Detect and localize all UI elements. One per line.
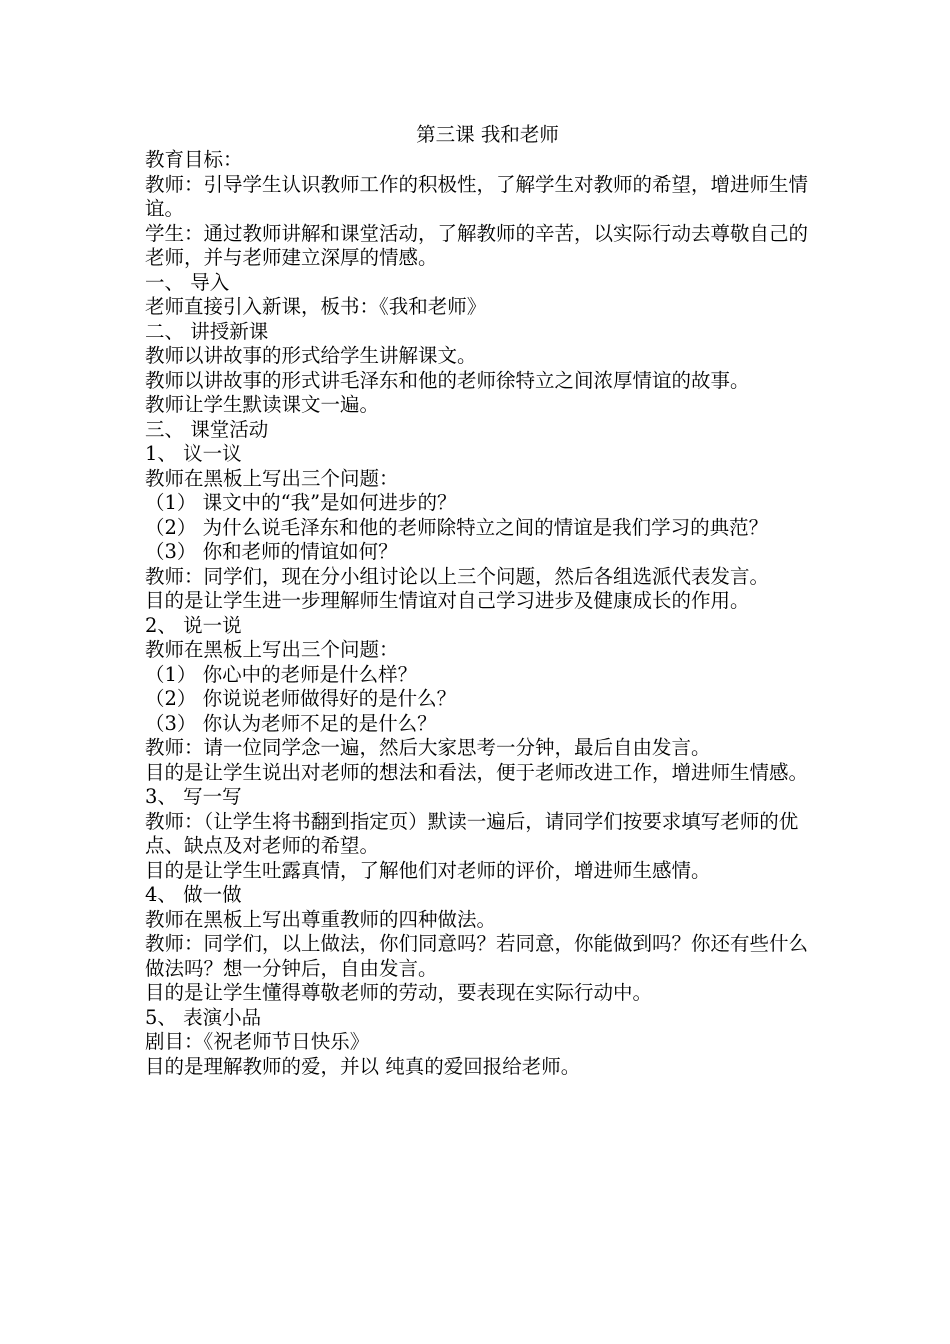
student-goal: 学生：通过教师讲解和课堂活动，了解教师的辛苦，以实际行动去尊敬自己的老师，并与老师建立深厚的情感。 <box>145 221 809 269</box>
activity-2-purpose: 目的是让学生说出对老师的想法和看法，便于老师改进工作，增进师生情感。 <box>145 760 809 784</box>
activity-4-teacher: 教师：同学们，以上做法，你们同意吗？若同意，你能做到吗？你还有些什么做法吗？想一分钟后，自由发言。 <box>145 932 809 980</box>
activity-5-purpose: 目的是理解教师的爱，并以 纯真的爱回报给老师。 <box>145 1054 581 1078</box>
activity-2-teacher: 教师：请一位同学念一遍，然后大家思考一分钟，最后自由发言。 <box>145 736 711 759</box>
teacher-goal: 教师：引导学生认识教师工作的积极性，了解学生对教师的希望，增进师生情谊。 <box>145 172 809 220</box>
activity-3-purpose: 目的是让学生吐露真情，了解他们对老师的评价，增进师生感情。 <box>145 858 711 882</box>
activity-1-heading: 1、 议一议 <box>145 442 242 465</box>
activity-1-purpose: 目的是让学生进一步理解师生情谊对自己学习进步及健康成长的作用。 <box>145 589 750 612</box>
lesson-title: 第三课 我和老师 <box>416 123 559 146</box>
activity-4-purpose: 目的是让学生懂得尊敬老师的劳动，要表现在实际行动中。 <box>145 981 653 1004</box>
activity-2-heading: 2、 说一说 <box>145 613 242 637</box>
activity-1-q3: （3） 你和老师的情谊如何？ <box>145 540 398 563</box>
intro-text: 老师直接引入新课，板书：《我和老师》 <box>145 295 487 318</box>
section-intro-heading: 一、 导入 <box>145 270 230 294</box>
activity-5-play: 剧目：《祝老师节日快乐》 <box>145 1030 370 1053</box>
teaching-text-3: 教师让学生默读课文一遍。 <box>145 393 380 416</box>
activity-1-q1: （1） 课文中的“我”是如何进步的？ <box>145 491 457 514</box>
section-activity-heading: 三、 课堂活动 <box>145 417 269 441</box>
activity-4-heading: 4、 做一做 <box>145 883 242 906</box>
activity-2-q2: （2） 你说说老师做得好的是什么？ <box>145 687 457 710</box>
activity-4-text: 教师在黑板上写出尊重教师的四种做法。 <box>145 907 497 931</box>
section-teaching-heading: 二、 讲授新课 <box>145 319 269 343</box>
activity-3-heading: 3、 写一写 <box>145 785 242 808</box>
activity-3-teacher: 教师：（让学生将书翻到指定页）默读一遍后，请同学们按要求填写老师的优点、缺点及对老师的希望。 <box>145 809 799 857</box>
teaching-text-2: 教师以讲故事的形式讲毛泽东和他的老师徐特立之间浓厚情谊的故事。 <box>145 368 750 392</box>
activity-2-q1: （1） 你心中的老师是什么样？ <box>145 662 418 686</box>
activity-1-teacher: 教师：同学们，现在分小组讨论以上三个问题，然后各组选派代表发言。 <box>145 564 770 588</box>
document-page <box>145 122 810 1079</box>
activity-2-text: 教师在黑板上写出三个问题： <box>145 638 399 661</box>
goals-heading: 教育目标： <box>145 148 243 171</box>
teaching-text-1: 教师以讲故事的形式给学生讲解课文。 <box>145 344 477 367</box>
activity-1-q2: （2） 为什么说毛泽东和他的老师除特立之间的情谊是我们学习的典范？ <box>145 515 769 539</box>
activity-5-heading: 5、 表演小品 <box>145 1005 262 1029</box>
activity-1-text: 教师在黑板上写出三个问题： <box>145 466 399 490</box>
activity-2-q3: （3） 你认为老师不足的是什么？ <box>145 711 437 735</box>
